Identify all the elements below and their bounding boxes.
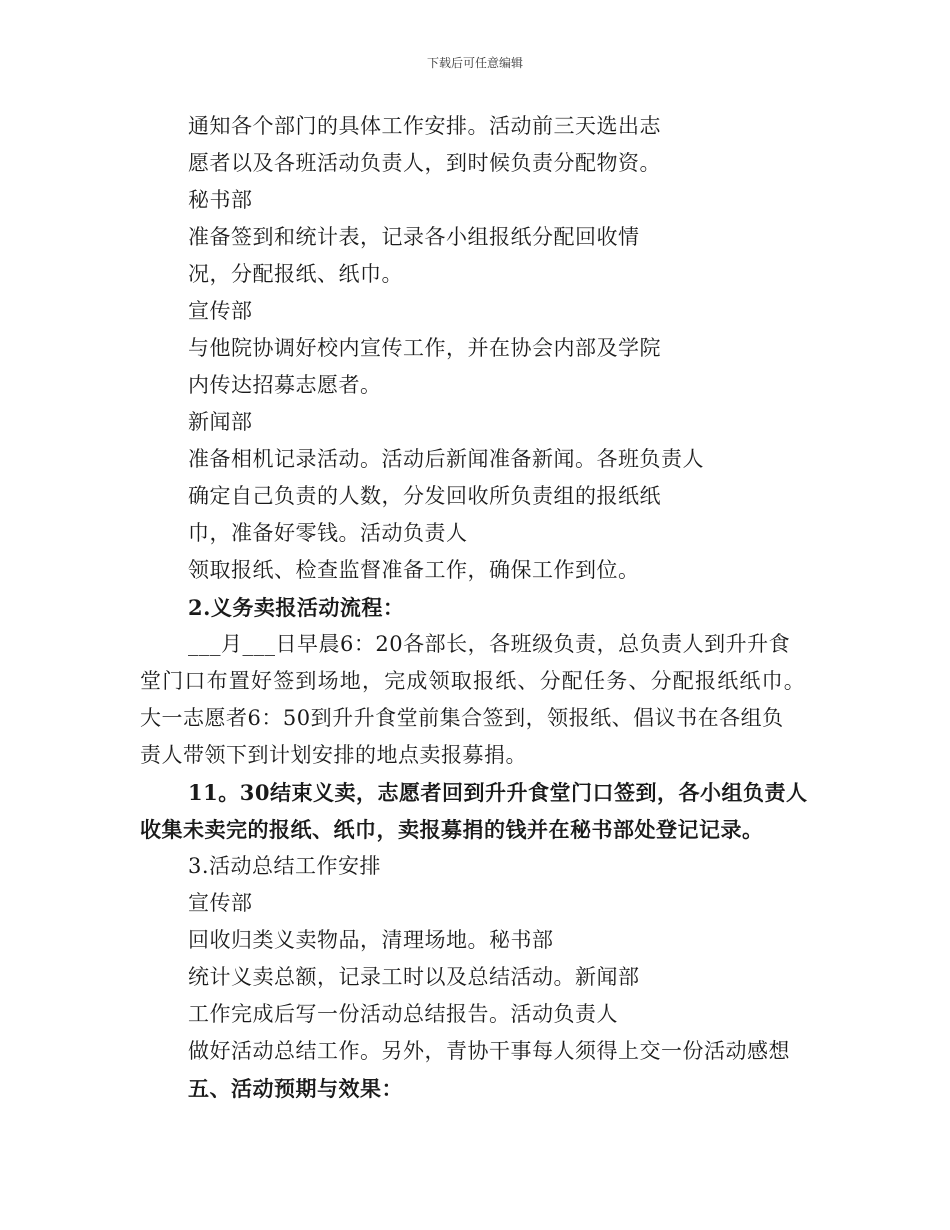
text-line: 堂门口布置好签到场地，完成领取报纸、分配任务、分配报纸纸巾。: [140, 669, 806, 693]
text-line: 做好活动总结工作。另外，青协干事每人须得上交一份活动感想: [188, 1039, 790, 1063]
text-line: 责人带领下到计划安排的地点卖报募捐。: [140, 743, 527, 767]
chapter-title: 五、活动预期与效果：: [188, 1076, 403, 1101]
text-line: 统计义卖总额，记录工时以及总结活动。新闻部: [188, 965, 640, 989]
section-heading: 宣传部: [188, 299, 253, 323]
text-line: 大一志愿者6：50到升升食堂前集合签到，领报纸、倡议书在各组负: [140, 706, 784, 730]
bold-paragraph-line: 收集未卖完的报纸、纸巾，卖报募捐的钱并在秘书部处登记记录。: [140, 817, 764, 842]
section-heading: 宣传部: [188, 891, 253, 915]
text-line: 内传达招募志愿者。: [188, 373, 382, 397]
text-line: 工作完成后写一份活动总结报告。活动负责人: [188, 1002, 618, 1026]
text-line: 确定自己负责的人数，分发回收所负责组的报纸纸: [188, 484, 661, 508]
text-line: 巾，准备好零钱。活动负责人: [188, 521, 468, 545]
text-line: 领取报纸、检查监督准备工作，确保工作到位。: [188, 558, 640, 582]
text-line: 准备相机记录活动。活动后新闻准备新闻。各班负责人: [188, 447, 704, 471]
section-heading: 新闻部: [188, 410, 253, 434]
text-line: 准备签到和统计表，记录各小组报纸分配回收情: [188, 225, 640, 249]
bold-paragraph-line: 11。30结束义卖，志愿者回到升升食堂门口签到，各小组负责人: [188, 780, 808, 805]
text-line: 与他院协调好校内宣传工作，并在协会内部及学院: [188, 336, 661, 360]
document-body: [140, 108, 830, 1107]
text-line: 愿者以及各班活动负责人，到时候负责分配物资。: [188, 151, 661, 175]
text-line: ___月___日早晨6：20各部长，各班级负责，总负责人到升升食: [188, 632, 791, 656]
text-line: 况，分配报纸、纸巾。: [188, 262, 403, 286]
subsection-title: 3.活动总结工作安排: [188, 854, 382, 878]
page-header: 下载后可任意编辑: [426, 56, 523, 70]
text-line: 回收归类义卖物品，清理场地。秘书部: [188, 928, 554, 952]
text-line: 通知各个部门的具体工作安排。活动前三天选出志: [188, 114, 661, 138]
section-heading: 秘书部: [188, 188, 253, 212]
subsection-title: 2.义务卖报活动流程：: [188, 595, 405, 620]
